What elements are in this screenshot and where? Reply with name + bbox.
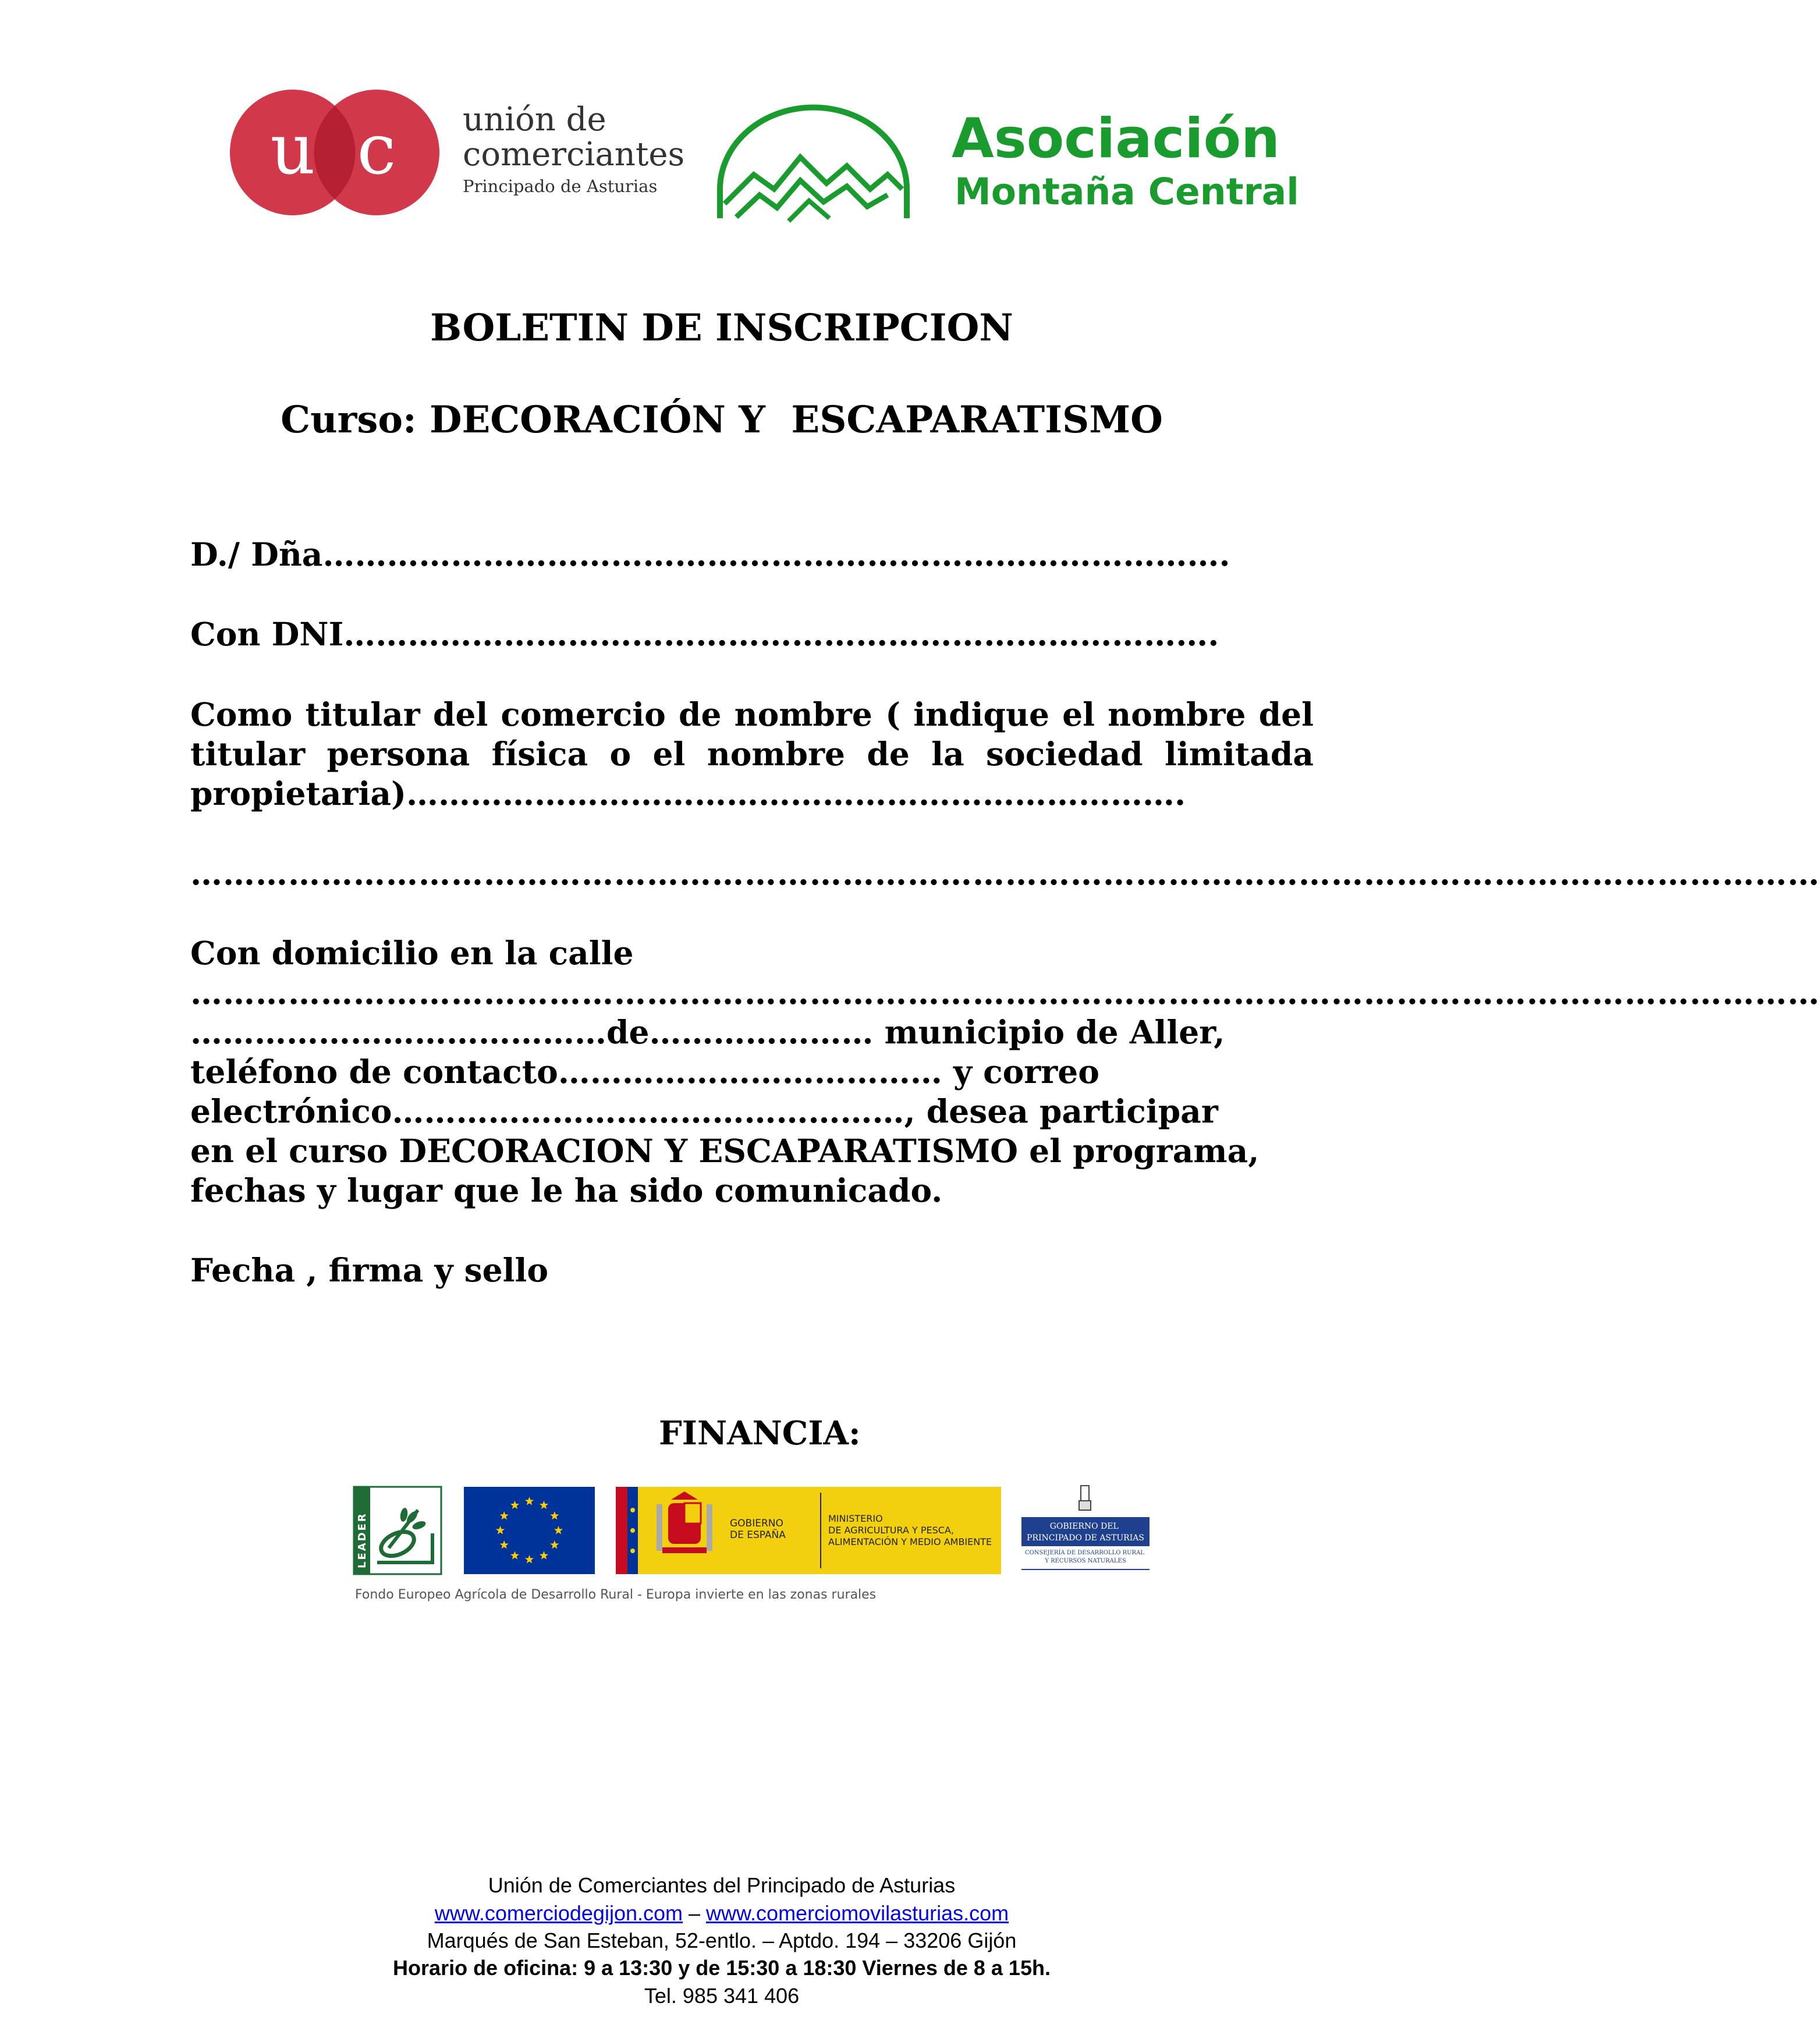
signature-line: Fecha , firma y sello [190, 1251, 549, 1289]
ministerio-text-2: DE AGRICULTURA Y PESCA, [828, 1525, 954, 1536]
titular-text-line2: titular persona física o el nombre de la sociedad limitada [190, 735, 1314, 773]
uc-logo-line1: unión de [463, 101, 606, 138]
footer-phone: Tel. 985 341 406 [644, 1984, 800, 2008]
curso-line: en el curso DECORACION Y ESCAPARATISMO el programa, [190, 1132, 1260, 1170]
telefono-line: teléfono de contacto……………………………… y correo [190, 1053, 1099, 1091]
course-title: Curso: DECORACIÓN Y ESCAPARATISMO [281, 398, 1163, 442]
gobierno-espana-logo [616, 1487, 1001, 1574]
svg-text:c: c [357, 109, 396, 190]
asturias-gov-text-2: PRINCIPADO DE ASTURIAS [1027, 1533, 1144, 1543]
blank-dotted-line: …………………………………………………………………………………………………………………………………… [190, 854, 1820, 892]
email-line: electrónico…………………………………………, desea participar [190, 1092, 1218, 1130]
footer-address: Marqués de San Esteban, 52-entlo. – Aptdo. 194 – 33206 Gijón [427, 1929, 1017, 1952]
uc-logo-line3: Principado de Asturias [463, 176, 658, 196]
feader-caption: Fondo Europeo Agrícola de Desarrollo Rural - Europa invierte en las zonas rurales [355, 1588, 877, 1602]
gobierno-text-1: GOBIERNO [730, 1518, 783, 1529]
calle-dotted-line: …………………………………………………………………………………………………………………………………… [190, 974, 1820, 1011]
footer-organization: Unión de Comerciantes del Principado de Asturias [488, 1873, 956, 1897]
union-comerciantes-logo [218, 87, 451, 218]
asturias-dept-text-1: CONSEJERÍA DE DESARROLLO RURAL [1024, 1550, 1144, 1556]
asturias-gov-text-1: GOBIERNO DEL [1049, 1522, 1119, 1531]
name-field-line: D./ Dña…………………………………………………………………………. [190, 535, 1230, 573]
ministerio-text-3: ALIMENTACIÓN Y MEDIO AMBIENTE [828, 1536, 992, 1547]
leader-logo [354, 1487, 441, 1574]
leader-logo-text: LEADER [356, 1512, 368, 1568]
footer-hours: Horario de oficina: 9 a 13:30 y de 15:30 a 18:30 Viernes de 8 a 15h. [393, 1956, 1051, 1980]
mountain-icon [713, 102, 914, 224]
asociacion-logo-line1: Asociación [952, 107, 1280, 171]
footer-links [0, 1903, 1443, 1924]
gobierno-text-2: DE ESPAÑA [730, 1529, 786, 1541]
municipio-line: …………………………………de………………… municipio de Aller, [190, 1013, 1225, 1051]
domicilio-label: Con domicilio en la calle [190, 934, 634, 972]
asturias-dept-text-2: Y RECURSOS NATURALES [1045, 1558, 1126, 1564]
footer-link-comerciodegijon[interactable]: www.comerciodegijon.com [434, 1901, 683, 1925]
asociacion-logo-line2: Montaña Central [955, 171, 1299, 213]
document-title: BOLETIN DE INSCRIPCION [430, 306, 1013, 350]
ministerio-text-1: MINISTERIO [828, 1513, 883, 1524]
dni-field-line: Con DNI………………………………………………………………………. [190, 615, 1219, 653]
titular-text-line1: Como titular del comercio de nombre ( indique el nombre del [190, 695, 1314, 733]
funding-label: FINANCIA: [659, 1414, 861, 1453]
eu-flag-icon [464, 1487, 595, 1574]
svg-text:CONSEJERÍA DE DESARROLLO RURAL [1025, 1549, 1146, 1564]
svg-text:u: u [270, 109, 315, 190]
titular-text-line3: propietaria)………………………………………………………………. [190, 775, 1186, 812]
gobierno-asturias-logo [1021, 1481, 1150, 1580]
uc-logo-line2: comerciantes [463, 136, 685, 173]
asturias-crown-icon [1079, 1486, 1091, 1510]
fechas-line: fechas y lugar que le ha sido comunicado. [190, 1171, 943, 1209]
footer-link-separator: – [683, 1901, 707, 1925]
svg-text:GOBIERNO DE ESPAÑA [730, 1518, 786, 1541]
footer-link-comerciomovilasturias[interactable]: www.comerciomovilasturias.com [706, 1901, 1009, 1925]
